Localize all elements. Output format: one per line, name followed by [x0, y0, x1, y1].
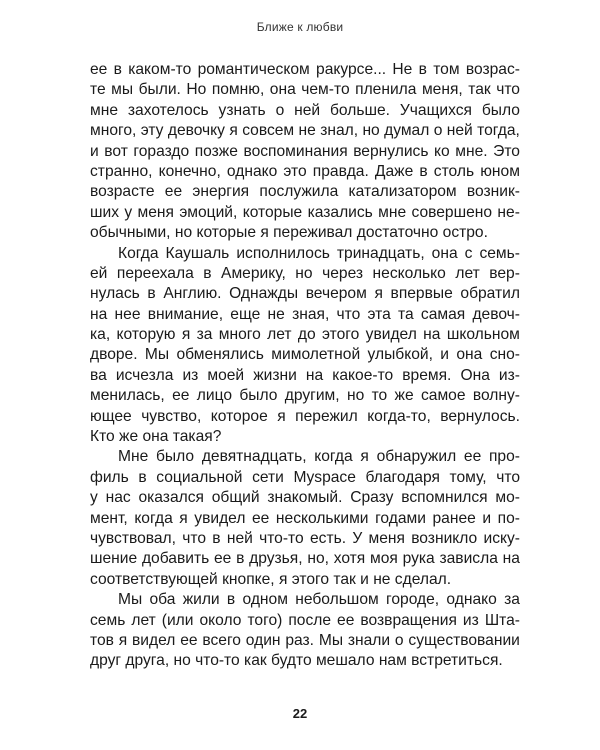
word: моя — [370, 550, 398, 568]
word: совсем — [242, 122, 295, 140]
text-line — [90, 60, 520, 80]
word: Она — [460, 366, 490, 384]
word: меня, — [421, 81, 463, 99]
text-line — [90, 142, 520, 162]
word: были. — [138, 81, 181, 99]
word: Учащихся — [399, 101, 472, 119]
word: ко — [434, 142, 450, 160]
word: ней — [446, 122, 473, 140]
word: У — [352, 529, 363, 547]
word: я — [360, 448, 369, 466]
word: она — [456, 346, 483, 364]
word: ших — [90, 203, 120, 221]
word: школьном — [446, 326, 520, 344]
word: казались — [307, 203, 373, 221]
text-line — [90, 447, 520, 467]
word: нее — [114, 305, 141, 323]
word: которое — [210, 407, 268, 425]
word: девочку — [167, 122, 225, 140]
word: столь — [433, 162, 475, 180]
word: видел — [132, 631, 176, 649]
word: обнаружил — [376, 448, 457, 466]
word: обратил — [460, 285, 520, 303]
word: я — [179, 509, 188, 527]
word: менилась, — [90, 387, 165, 405]
word: в — [147, 285, 156, 303]
word: Мы — [144, 346, 170, 364]
word: воспоминания — [243, 142, 348, 160]
text-line — [90, 488, 520, 508]
text-line — [90, 549, 520, 569]
word: чувство, — [141, 407, 202, 425]
text-line — [90, 182, 520, 202]
word: годами — [375, 509, 426, 527]
word: то — [371, 387, 388, 405]
word: увидел — [194, 509, 246, 527]
word: волну- — [472, 387, 520, 405]
word: гораздо — [133, 142, 190, 160]
text-line: друг друга, но что-то как будто мешало нам встретиться. — [90, 652, 503, 670]
word: внимание, — [147, 305, 224, 323]
word: через — [322, 264, 364, 282]
word: за — [196, 326, 213, 344]
word: я — [374, 285, 383, 303]
word: так — [468, 81, 491, 99]
word: жили — [182, 591, 220, 609]
word: Англию. — [163, 285, 222, 303]
word: тов — [90, 631, 114, 649]
text-line — [90, 509, 520, 529]
word: не- — [497, 203, 520, 221]
word: знакомый. — [267, 489, 343, 507]
word: ка, — [90, 326, 111, 344]
word: та — [398, 305, 414, 323]
text-line — [90, 468, 520, 488]
word: больше. — [330, 101, 390, 119]
word: Даже — [374, 162, 414, 180]
word: вернулись — [353, 142, 429, 160]
word: моей — [207, 366, 245, 384]
word: небольшом — [295, 591, 379, 609]
word: Мы — [318, 631, 344, 649]
word: про- — [488, 448, 520, 466]
page-number: 22 — [292, 706, 308, 721]
word: но — [362, 122, 380, 140]
word: Каушаль — [165, 244, 230, 262]
word: оказался — [138, 489, 204, 507]
word: которые — [242, 203, 303, 221]
word: но, — [307, 550, 329, 568]
word: одном — [242, 591, 288, 609]
text-line — [90, 611, 520, 631]
word: возник- — [466, 183, 520, 201]
word: пережил — [295, 407, 358, 425]
word: ее — [172, 387, 190, 405]
word: было — [481, 101, 520, 119]
text-line — [90, 101, 520, 121]
word: в — [226, 591, 236, 609]
word: филь — [90, 468, 129, 486]
word: этого — [322, 326, 360, 344]
word: семь- — [479, 244, 520, 262]
word: том — [433, 61, 460, 78]
word: у — [124, 203, 133, 221]
word: другим, — [284, 387, 340, 405]
word: еще — [230, 305, 261, 323]
word: Америку, — [221, 264, 286, 282]
word: помню, — [211, 81, 265, 99]
word: зная, — [292, 305, 330, 323]
text-line — [90, 631, 520, 651]
word: несколькими — [275, 509, 369, 527]
word: те — [90, 81, 106, 99]
word: что — [496, 468, 520, 486]
text-line — [90, 325, 520, 345]
word: Сразу — [350, 489, 394, 507]
word: о — [394, 631, 404, 649]
word: городе, — [386, 591, 440, 609]
word: после — [288, 611, 332, 629]
word: на — [423, 326, 441, 344]
word: самая — [420, 305, 466, 323]
text-line — [90, 80, 520, 100]
word: на — [305, 366, 324, 384]
word: дворе. — [90, 346, 138, 364]
word: общий — [211, 489, 260, 507]
word: возрасте — [90, 183, 155, 201]
word: несколько — [372, 264, 446, 282]
text-line — [90, 121, 520, 141]
word: эту — [140, 122, 164, 140]
word: знали — [347, 631, 391, 649]
word: шение — [90, 550, 138, 568]
word: мы — [111, 81, 134, 99]
word: тогда, — [477, 122, 520, 140]
word: в — [418, 61, 427, 78]
word: жизни — [253, 366, 297, 384]
word: что — [182, 529, 206, 547]
word: девоч- — [472, 305, 520, 323]
word: она — [269, 81, 296, 99]
word: благодаря — [365, 468, 440, 486]
word: юном — [480, 162, 520, 180]
word: Мы — [118, 591, 143, 609]
word: на — [502, 550, 520, 568]
word: за — [504, 591, 520, 609]
word: зависла — [439, 550, 498, 568]
text-line: соответствующей кнопке, я этого так и не сделал. — [90, 570, 452, 588]
word: Мне — [118, 448, 149, 466]
running-header: Ближе к любви — [256, 20, 344, 34]
word: но — [295, 264, 313, 282]
text-line — [90, 264, 520, 284]
word: лет — [455, 264, 480, 282]
word: мне. — [455, 142, 488, 160]
word: впервые — [390, 285, 453, 303]
word: социальной — [156, 468, 243, 486]
word: вер- — [489, 264, 520, 282]
text-line — [90, 244, 520, 264]
word: из- — [498, 366, 520, 384]
word: когда — [134, 509, 173, 527]
word: сети — [252, 468, 284, 486]
word: она — [431, 244, 458, 262]
text-line: обычными, но которые я переживал достаточно остро. — [90, 224, 488, 242]
word: возвращения — [360, 611, 457, 629]
word: конечно, — [158, 162, 221, 180]
word: ва — [90, 366, 107, 384]
word: позже — [194, 142, 238, 160]
word: и — [440, 346, 450, 364]
word: исчезла — [115, 366, 174, 384]
word: того) — [247, 611, 283, 629]
word: Но — [186, 81, 207, 99]
word: время. — [402, 366, 452, 384]
word: вернулось. — [440, 407, 520, 425]
word: романтическом — [197, 61, 310, 78]
word: лет — [267, 326, 292, 344]
word: самое — [420, 387, 466, 405]
word: ее — [252, 509, 270, 527]
word: эта — [367, 305, 391, 323]
word: на — [90, 305, 108, 323]
word: в — [113, 61, 122, 78]
word: вечером — [305, 285, 367, 303]
word: было — [156, 448, 195, 466]
word: раз. — [285, 631, 315, 649]
word: оба — [149, 591, 176, 609]
word: ее — [337, 611, 355, 629]
word: Однажды — [229, 285, 299, 303]
word: нас — [105, 489, 131, 507]
word: у — [90, 489, 98, 507]
word: вспомнился — [401, 489, 488, 507]
paragraph — [90, 244, 520, 448]
word: и — [90, 142, 99, 160]
word: которую — [116, 326, 176, 344]
word: ее — [90, 61, 108, 78]
text-line — [90, 529, 520, 549]
word: ее — [213, 550, 232, 568]
word: катализатором — [348, 183, 457, 201]
word: думал — [384, 122, 430, 140]
word: мне — [90, 101, 119, 119]
word: один — [245, 631, 281, 649]
word: я — [277, 407, 286, 425]
word: хотя — [333, 550, 366, 568]
word: какое-то — [332, 366, 394, 384]
word: возникло — [411, 529, 478, 547]
word: друзья, — [249, 550, 303, 568]
word: меня — [368, 529, 405, 547]
word: сно- — [489, 346, 520, 364]
word: я — [229, 122, 238, 140]
word: Шта- — [484, 611, 520, 629]
paragraph — [90, 447, 520, 590]
word: улыбкой, — [367, 346, 433, 364]
word: это — [283, 162, 307, 180]
word: пленила — [355, 81, 417, 99]
word: было — [239, 387, 278, 405]
word: в — [212, 529, 221, 547]
word: обменялись — [176, 346, 264, 364]
word: ей — [90, 264, 108, 282]
word: из — [462, 611, 479, 629]
text-line — [90, 305, 520, 325]
word: послужила — [259, 183, 339, 201]
text-line: Кто же она такая? — [90, 428, 222, 446]
word: Myspace — [293, 468, 356, 486]
text-line — [90, 386, 520, 406]
word: эмоций, — [179, 203, 238, 221]
word: энергия — [192, 183, 250, 201]
word: есть. — [309, 529, 347, 547]
text-line — [90, 590, 520, 610]
word: когда — [314, 448, 353, 466]
word: не — [298, 122, 316, 140]
word: но — [346, 387, 365, 405]
word: ющее — [90, 407, 132, 425]
word: тому, — [449, 468, 487, 486]
word: девятнадцать, — [201, 448, 307, 466]
word: странно, — [90, 162, 153, 180]
word: ней — [294, 101, 321, 119]
word: всего — [202, 631, 241, 649]
word: мент, — [90, 509, 128, 527]
word: семь — [90, 611, 126, 629]
word: не — [267, 305, 285, 323]
word: Когда — [118, 244, 159, 262]
word: в — [236, 550, 245, 568]
body-text — [90, 60, 520, 672]
word: ее — [463, 448, 482, 466]
word: ее — [180, 631, 198, 649]
word: что — [336, 305, 361, 323]
word: чувствовал, — [90, 529, 176, 547]
word: каком-то — [128, 61, 192, 78]
text-line — [90, 366, 520, 386]
word: вот — [104, 142, 128, 160]
word: совершено — [411, 203, 493, 221]
word: что-то — [259, 529, 304, 547]
word: тринадцать, — [336, 244, 425, 262]
word: в — [203, 264, 212, 282]
word: когда-то, — [367, 407, 431, 425]
paragraph — [90, 60, 520, 244]
word: правда. — [312, 162, 369, 180]
word: в — [419, 162, 428, 180]
word: существовании — [408, 631, 520, 649]
word: я — [181, 326, 191, 344]
word: мне — [378, 203, 407, 221]
word: до — [297, 326, 316, 344]
word: Это — [493, 142, 520, 160]
word: (или — [161, 611, 194, 629]
word: знал, — [320, 122, 359, 140]
text-line — [90, 203, 520, 223]
word: что — [496, 81, 520, 99]
word: много — [218, 326, 261, 344]
word: меня — [137, 203, 174, 221]
word: иску- — [483, 529, 520, 547]
word: лет — [131, 611, 156, 629]
word: переехала — [116, 264, 194, 282]
word: из — [182, 366, 199, 384]
word: ней — [226, 529, 253, 547]
word: ранее — [432, 509, 476, 527]
word: в — [138, 468, 147, 486]
word: я — [118, 631, 128, 649]
word: мо- — [495, 489, 520, 507]
text-line — [90, 345, 520, 365]
word: мимолетной — [271, 346, 361, 364]
word: чем-то — [301, 81, 350, 99]
text-line — [90, 407, 520, 427]
word: около — [199, 611, 242, 629]
word: Не — [392, 61, 413, 78]
word: захотелось — [127, 101, 209, 119]
word: увидел — [365, 326, 417, 344]
word: о — [433, 122, 443, 140]
word: добавить — [141, 550, 210, 568]
text-line — [90, 284, 520, 304]
word: рука — [402, 550, 435, 568]
word: ее — [164, 183, 183, 201]
word: возрас- — [465, 61, 520, 78]
paragraph — [90, 590, 520, 672]
word: и — [482, 509, 492, 527]
word: однако — [226, 162, 278, 180]
word: лицо — [196, 387, 233, 405]
word: же — [394, 387, 414, 405]
word: с — [464, 244, 473, 262]
word: по- — [497, 509, 520, 527]
word: о — [275, 101, 285, 119]
word: ракурсе... — [316, 61, 387, 78]
word: много, — [90, 122, 137, 140]
word: узнать — [218, 101, 266, 119]
word: нулась — [90, 285, 140, 303]
text-line — [90, 162, 520, 182]
word: однако — [446, 591, 497, 609]
word: исполнилось — [236, 244, 330, 262]
